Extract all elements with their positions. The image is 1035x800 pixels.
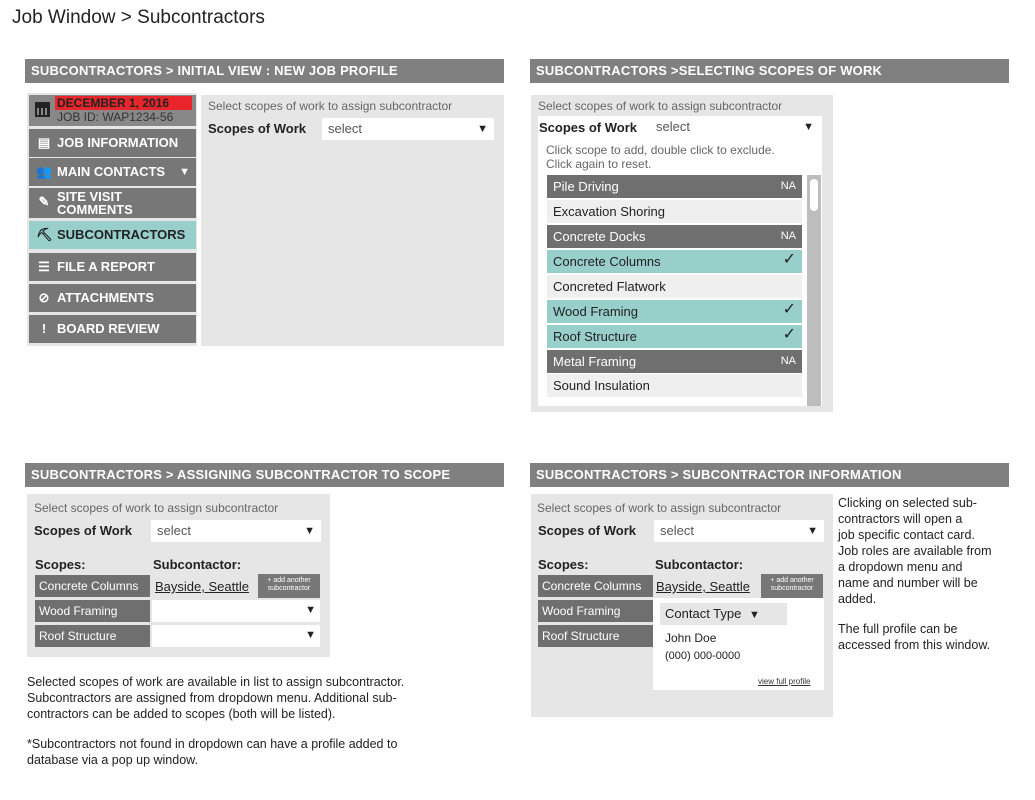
panel-assigning-header: SUBCONTRACTORS > ASSIGNING SUBCONTRACTOR TO SCOPE — [25, 463, 504, 487]
scopes-hint: Select scopes of work to assign subcontractor — [537, 501, 782, 515]
scopes-hint: Select scopes of work to assign subcontractor — [538, 99, 783, 113]
assigned-scope-row: Concrete Columns — [35, 575, 150, 597]
assigned-scope-row: Roof Structure — [538, 625, 653, 647]
checkmark-icon: ✓ — [782, 326, 796, 343]
paperclip-icon: ⊘ — [38, 290, 50, 305]
subcontractor-dropdown[interactable] — [152, 600, 320, 622]
scope-label: Pile Driving — [553, 179, 619, 194]
scope-item-sound-insulation[interactable] — [547, 374, 802, 397]
nav-site-visit-comments[interactable] — [29, 188, 196, 218]
panel-initial-view-header: SUBCONTRACTORS > INITIAL VIEW : NEW JOB PROFILE — [25, 59, 504, 83]
subcontractor-link[interactable]: Bayside, Seattle — [155, 579, 249, 594]
scope-item-pile-driving[interactable] — [547, 175, 802, 198]
contact-name: John Doe — [665, 631, 717, 645]
nav-attachments[interactable] — [29, 284, 196, 312]
note-line: Selected scopes of work are available in list to assign subcontractor. — [27, 675, 405, 689]
nav-label-line1: SITE VISIT — [57, 189, 123, 204]
nav-label: BOARD REVIEW — [57, 321, 160, 336]
panel-selecting-scopes-header: SUBCONTRACTORS >SELECTING SCOPES OF WORK — [530, 59, 1009, 83]
scope-item-excavation-shoring[interactable] — [547, 200, 802, 223]
page-title: Job Window > Subcontractors — [12, 7, 265, 28]
job-date: DECEMBER 1, 2016 — [55, 96, 192, 110]
note-line: accessed from this window. — [838, 638, 991, 652]
nav-main-contacts[interactable] — [29, 158, 196, 186]
note-line: added. — [838, 592, 877, 606]
scope-item-metal-framing[interactable] — [547, 350, 802, 373]
scope-item-concrete-docks[interactable] — [547, 225, 802, 248]
job-date-block — [29, 95, 196, 126]
dropdown-arrow-icon: ▼ — [807, 525, 818, 537]
job-id: JOB ID: WAP1234-56 — [57, 110, 174, 124]
add-subcontractor-button[interactable] — [258, 574, 320, 598]
na-badge: NA — [780, 230, 796, 242]
dropdown-arrow-icon: ▼ — [305, 629, 316, 641]
dropdown-arrow-icon: ▼ — [304, 525, 315, 537]
contact-card-note — [838, 495, 1023, 607]
view-full-profile-link[interactable]: view full profile — [758, 677, 811, 686]
scope-item-wood-framing[interactable] — [547, 300, 802, 323]
add-btn-line2: subcontractor — [770, 585, 814, 592]
add-subcontractor-button[interactable] — [761, 574, 823, 598]
checkmark-icon: ✓ — [782, 301, 796, 318]
note-line: Job roles are available from — [838, 544, 992, 558]
assigned-scope-row: Wood Framing — [35, 600, 150, 622]
subcontractor-dropdown[interactable] — [152, 625, 320, 647]
scope-item-roof-structure[interactable] — [547, 325, 802, 348]
checkmark-icon: ✓ — [782, 251, 796, 268]
calendar-icon — [35, 102, 50, 117]
add-btn-line1: + add another — [770, 577, 814, 584]
note-line: job specific contact card. — [838, 528, 975, 542]
note-line: Subcontractors are assigned from dropdown menu. Additional sub- — [27, 691, 397, 705]
subcontractor-column-header: Subcontactor: — [153, 557, 242, 572]
instruction-line-2: Click again to reset. — [546, 157, 652, 171]
report-icon: ☰ — [38, 259, 50, 274]
note-line: name and number will be — [838, 576, 978, 590]
note-line: contractors can be added to scopes (both will be listed). — [27, 707, 336, 721]
scope-label: Wood Framing — [553, 304, 639, 319]
popup-note — [27, 736, 507, 768]
instruction-line-1: Click scope to add, double click to exclude. — [546, 143, 775, 157]
scope-item-concrete-columns[interactable] — [547, 250, 802, 273]
document-icon: ▤ — [37, 135, 51, 150]
nav-label: ATTACHMENTS — [57, 290, 155, 305]
nav-subcontractors[interactable] — [29, 221, 196, 249]
scrollbar-thumb[interactable] — [810, 179, 818, 211]
scopes-label: Scopes of Work — [208, 121, 307, 136]
scope-label: Excavation Shoring — [553, 204, 666, 219]
scopes-select[interactable] — [650, 116, 820, 138]
contact-type-label: Contact Type — [665, 606, 742, 621]
scope-label: Concrete Columns — [553, 254, 661, 269]
scopes-hint: Select scopes of work to assign subcontractor — [34, 501, 279, 515]
scope-label: Concreted Flatwork — [553, 279, 666, 294]
scope-label: Roof Structure — [553, 329, 637, 344]
comment-edit-icon: ✎ — [38, 194, 50, 209]
contact-type-select[interactable] — [660, 603, 787, 625]
scopes-select[interactable] — [151, 520, 321, 542]
note-line: contractors will open a — [838, 512, 963, 526]
note-line: *Subcontractors not found in dropdown can have a profile added to — [27, 737, 398, 751]
scope-item-concreted-flatwork[interactable] — [547, 275, 802, 298]
select-placeholder: select — [660, 523, 694, 538]
panel-subcontractor-info-header: SUBCONTRACTORS > SUBCONTRACTOR INFORMATION — [530, 463, 1009, 487]
nav-label: SUBCONTRACTORS — [57, 227, 186, 242]
assigned-scope-row: Concrete Columns — [538, 575, 653, 597]
contact-phone: (000) 000-0000 — [665, 650, 741, 662]
note-line: a dropdown menu and — [838, 560, 963, 574]
add-btn-line2: subcontractor — [267, 585, 311, 592]
scopes-label: Scopes of Work — [34, 523, 133, 538]
dropdown-arrow-icon: ▼ — [305, 604, 316, 616]
dropdown-arrow-icon: ▼ — [477, 123, 488, 135]
select-placeholder: select — [157, 523, 191, 538]
dropdown-arrow-icon: ▼ — [749, 609, 760, 621]
na-badge: NA — [780, 180, 796, 192]
exclamation-icon: ! — [41, 321, 47, 336]
dropdown-arrow-icon: ▼ — [803, 121, 814, 133]
add-btn-line1: + add another — [267, 577, 311, 584]
scrollbar-track[interactable] — [807, 175, 821, 406]
scope-label: Sound Insulation — [553, 378, 650, 393]
scopes-column-header: Scopes: — [538, 557, 589, 572]
nav-label-line2: COMMENTS — [57, 202, 133, 217]
assigned-scope-row: Roof Structure — [35, 625, 150, 647]
scopes-select[interactable] — [654, 520, 824, 542]
assigned-scope-row: Wood Framing — [538, 600, 653, 622]
note-line: The full profile can be — [838, 622, 958, 636]
people-icon: 👥 — [36, 164, 53, 179]
scopes-label: Scopes of Work — [539, 120, 638, 135]
nav-label: FILE A REPORT — [57, 259, 155, 274]
na-badge: NA — [780, 355, 796, 367]
scopes-hint: Select scopes of work to assign subcontractor — [208, 99, 453, 113]
note-line: database via a pop up window. — [27, 753, 198, 767]
scopes-column-header: Scopes: — [35, 557, 86, 572]
nav-job-information[interactable] — [29, 129, 196, 157]
nav-label: MAIN CONTACTS — [57, 164, 166, 179]
subcontractor-link[interactable]: Bayside, Seattle — [656, 579, 750, 594]
note-line: Clicking on selected sub- — [838, 496, 977, 510]
full-profile-note — [838, 621, 1023, 653]
nav-file-a-report[interactable] — [29, 253, 196, 281]
select-placeholder: select — [328, 121, 362, 136]
scopes-select[interactable] — [322, 118, 494, 140]
chevron-down-icon: ▼ — [179, 166, 190, 178]
subcontractor-column-header: Subcontactor: — [655, 557, 744, 572]
scope-instructions — [546, 143, 775, 171]
scopes-label: Scopes of Work — [538, 523, 637, 538]
worker-icon: ⛏ — [36, 227, 53, 242]
assign-note — [27, 674, 507, 722]
nav-board-review[interactable] — [29, 315, 196, 343]
nav-label: JOB INFORMATION — [57, 135, 179, 150]
scope-label: Metal Framing — [553, 354, 637, 369]
select-placeholder: select — [656, 119, 690, 134]
scope-label: Concrete Docks — [553, 229, 646, 244]
